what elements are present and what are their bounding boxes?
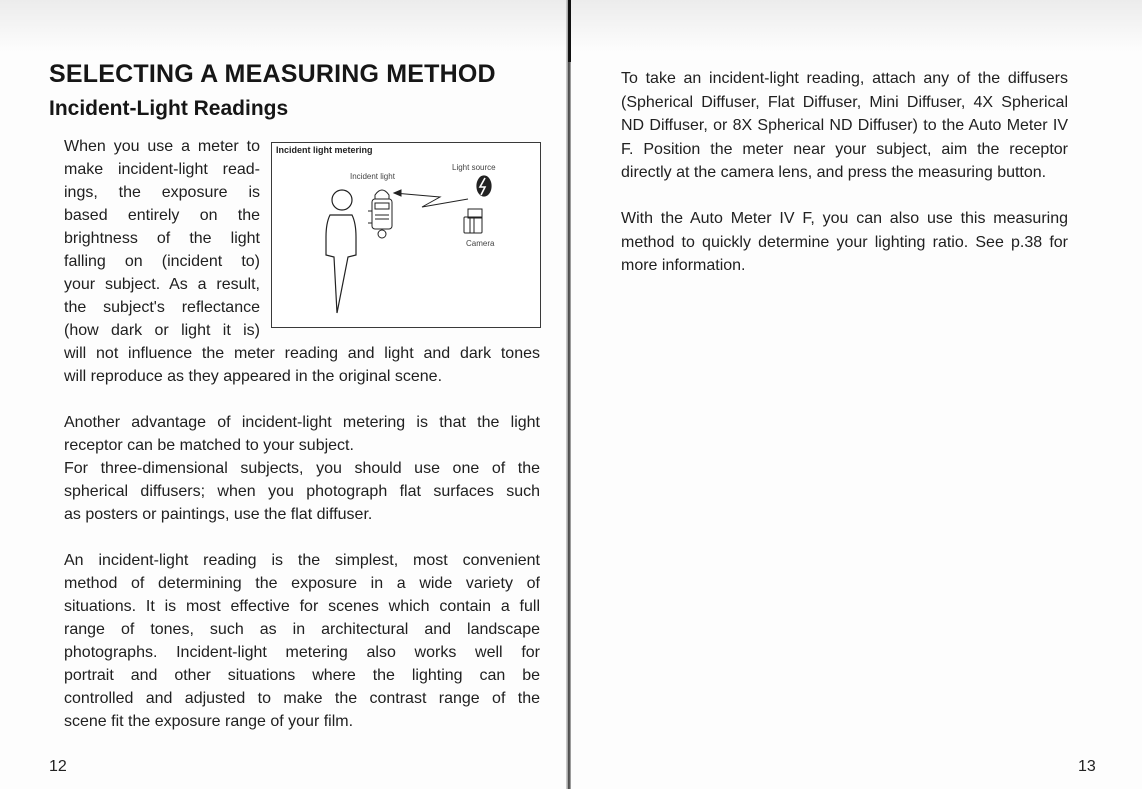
text-line: F. Position the meter near your subject, aim the receptor bbox=[621, 140, 1068, 158]
text-line: as posters or paintings, use the flat diffuser. bbox=[64, 506, 373, 523]
text-line: directly at the camera lens, and press the measuring button. bbox=[621, 164, 1047, 181]
camera-icon bbox=[464, 209, 482, 233]
spine-binding bbox=[568, 0, 571, 62]
label-incident-light: Incident light bbox=[350, 172, 395, 181]
text-line: the subject's reflectance bbox=[64, 299, 260, 316]
right-paragraph-2 bbox=[621, 207, 1068, 278]
incident-light-arrow-icon bbox=[394, 190, 468, 207]
right-paragraph-1 bbox=[621, 67, 1068, 185]
light-meter-icon bbox=[368, 190, 392, 238]
text-line: based entirely on the bbox=[64, 207, 260, 224]
text-line: falling on (incident to) bbox=[64, 253, 260, 270]
text-line: To take an incident-light reading, attach any of the diffusers bbox=[621, 70, 1068, 87]
flash-light-source-icon bbox=[477, 176, 491, 196]
text-line: For three-dimensional subjects, you should use one of the bbox=[64, 460, 540, 477]
text-line: (Spherical Diffuser, Flat Diffuser, Mini Diffuser, 4X Spherical bbox=[621, 93, 1068, 111]
text-line: range of tones, such as in architectural and landscape bbox=[64, 621, 540, 638]
text-line: ND Diffuser, or 8X Spherical ND Diffuser) to the Auto Meter IV bbox=[621, 117, 1068, 134]
text-line: With the Auto Meter IV F, you can also use this measuring bbox=[621, 210, 1068, 227]
paragraph-1-continued bbox=[64, 342, 540, 388]
text-line: portrait and other situations where the lighting can be bbox=[64, 667, 540, 684]
text-line: brightness of the light bbox=[64, 230, 260, 247]
text-line: more information. bbox=[621, 257, 746, 274]
text-line: method of determining the exposure in a wide variety of bbox=[64, 575, 540, 592]
figure-illustration bbox=[272, 143, 542, 329]
text-line: ings, the exposure is bbox=[64, 184, 260, 201]
text-line: will reproduce as they appeared in the original scene. bbox=[64, 368, 443, 385]
section-subtitle: Incident-Light Readings bbox=[49, 97, 289, 120]
text-line: An incident-light reading is the simplest, most convenient bbox=[64, 552, 540, 569]
book-spine bbox=[566, 0, 571, 789]
text-line: photographs. Incident-light metering also works well for bbox=[64, 644, 540, 661]
subject-figure-icon bbox=[326, 190, 356, 313]
incident-light-figure bbox=[271, 142, 541, 328]
page-number-right: 13 bbox=[1078, 758, 1096, 775]
paragraph-1-wrapped bbox=[64, 135, 260, 342]
text-line: scene fit the exposure range of your film. bbox=[64, 713, 354, 730]
figure-title: Incident light metering bbox=[276, 145, 373, 155]
label-camera: Camera bbox=[466, 239, 495, 248]
text-line: method to quickly determine your lighting ratio. See p.38 for bbox=[621, 233, 1068, 251]
text-line: your subject. As a result, bbox=[64, 276, 260, 293]
text-line: (how dark or light it is) bbox=[64, 322, 260, 339]
text-line: situations. It is most effective for scenes which contain a full bbox=[64, 598, 540, 615]
label-light-source: Light source bbox=[452, 163, 496, 172]
text-line: controlled and adjusted to make the contrast range of the bbox=[64, 690, 540, 707]
text-line: will not influence the meter reading and light and dark tones bbox=[64, 345, 540, 362]
top-shadow bbox=[0, 0, 1142, 52]
text-line: When you use a meter to bbox=[64, 138, 260, 155]
page-number-left: 12 bbox=[49, 758, 67, 775]
paragraph-2 bbox=[64, 411, 540, 526]
text-line: spherical diffusers; when you photograph flat surfaces such bbox=[64, 483, 540, 500]
page-title: SELECTING A MEASURING METHOD bbox=[49, 60, 496, 88]
paragraph-3 bbox=[64, 549, 540, 733]
text-line: receptor can be matched to your subject. bbox=[64, 437, 354, 454]
text-line: make incident-light read- bbox=[64, 161, 260, 178]
text-line: Another advantage of incident-light metering is that the light bbox=[64, 414, 540, 431]
